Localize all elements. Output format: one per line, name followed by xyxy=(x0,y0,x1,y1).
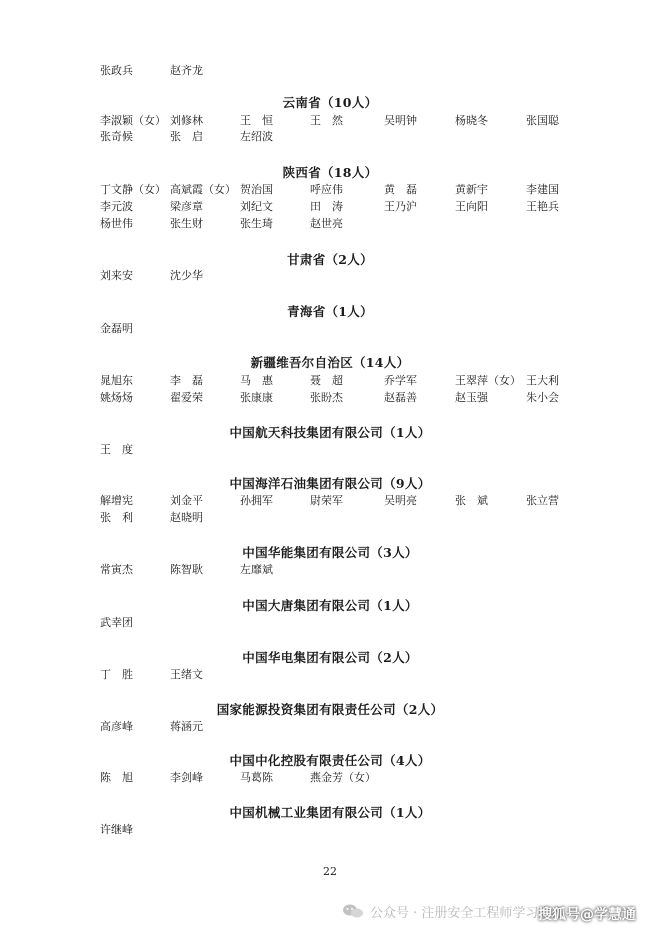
person-name: 陈 旭 xyxy=(100,771,133,784)
person-name: 王大利 xyxy=(526,374,559,387)
wechat-watermark xyxy=(342,900,564,922)
person-name: 杨世伟 xyxy=(100,217,133,230)
person-name: 张生财 xyxy=(170,217,203,230)
person-name: 吴明亮 xyxy=(384,494,417,507)
person-name: 呼应伟 xyxy=(310,183,343,196)
section-heading: 国家能源投资集团有限责任公司（2人） xyxy=(216,702,444,717)
person-name: 吴明钟 xyxy=(384,114,417,127)
person-name: 马 惠 xyxy=(240,374,273,387)
person-name: 李剑峰 xyxy=(170,771,203,784)
section-heading: 新疆维吾尔自治区（14人） xyxy=(250,355,410,370)
person-name: 李 磊 xyxy=(170,374,203,387)
person-name: 马葛陈 xyxy=(240,771,273,784)
person-name: 许继峰 xyxy=(100,823,133,836)
person-name: 翟爱荣 xyxy=(170,391,203,404)
person-name: 武幸团 xyxy=(100,616,133,629)
section-heading: 中国海洋石油集团有限公司（9人） xyxy=(229,476,431,491)
person-name: 姚炀炀 xyxy=(100,391,133,404)
person-name: 常寅杰 xyxy=(100,563,133,576)
section-heading: 中国华能集团有限公司（3人） xyxy=(242,545,418,560)
person-name: 王 度 xyxy=(100,443,133,456)
person-name: 张康康 xyxy=(240,391,273,404)
watermark-text: 公众号 · 注册安全工程师学习中心 xyxy=(370,905,565,921)
person-name: 李元波 xyxy=(100,200,133,213)
person-name: 王向阳 xyxy=(455,200,488,213)
person-name: 蒋涵元 xyxy=(170,720,203,733)
person-name: 黄 磊 xyxy=(384,183,417,196)
person-name: 晁旭东 xyxy=(100,374,133,387)
person-name: 陈智耿 xyxy=(170,563,203,576)
person-name: 黄新宇 xyxy=(455,183,488,196)
section-heading: 中国机械工业集团有限公司（1人） xyxy=(229,805,431,820)
person-name: 燕金芳（女） xyxy=(310,771,376,784)
person-name: 张立营 xyxy=(526,494,559,507)
person-name: 赵世亮 xyxy=(310,217,343,230)
person-name: 孙拥军 xyxy=(240,494,273,507)
person-name: 李建国 xyxy=(526,183,559,196)
section-heading: 中国大唐集团有限公司（1人） xyxy=(242,598,418,613)
person-name: 田 涛 xyxy=(310,200,343,213)
section-heading: 甘肃省（2人） xyxy=(287,252,373,267)
person-name: 朱小会 xyxy=(526,391,559,404)
person-name: 丁 胜 xyxy=(100,668,133,681)
section-heading: 中国华电集团有限公司（2人） xyxy=(242,650,418,665)
person-name: 赵磊善 xyxy=(384,391,417,404)
person-name: 张政兵 xyxy=(100,64,133,77)
person-name: 解增宪 xyxy=(100,494,133,507)
person-name: 高彦峰 xyxy=(100,720,133,733)
person-name: 刘纪文 xyxy=(240,200,273,213)
person-name: 乔学军 xyxy=(384,374,417,387)
person-name: 赵齐龙 xyxy=(170,64,203,77)
person-name: 张 启 xyxy=(170,130,203,143)
person-name: 聂 超 xyxy=(310,374,343,387)
section-heading: 中国中化控股有限责任公司（4人） xyxy=(229,753,431,768)
person-name: 王 然 xyxy=(310,114,343,127)
sohu-watermark: 搜狐号@学慧通 xyxy=(538,907,636,923)
person-name: 金磊明 xyxy=(100,322,133,335)
person-name: 张盼杰 xyxy=(310,391,343,404)
wechat-icon xyxy=(342,903,364,919)
person-name: 李淑颖（女） xyxy=(100,114,166,127)
person-name: 贺治国 xyxy=(240,183,273,196)
person-name: 梁彦章 xyxy=(170,200,203,213)
person-name: 张奇候 xyxy=(100,130,133,143)
person-name: 杨晓冬 xyxy=(455,114,488,127)
person-name: 刘金平 xyxy=(170,494,203,507)
person-name: 左靡斌 xyxy=(240,563,273,576)
person-name: 张生琦 xyxy=(240,217,273,230)
page-number: 22 xyxy=(323,865,337,878)
person-name: 赵玉强 xyxy=(455,391,488,404)
person-name: 张 利 xyxy=(100,511,133,524)
person-name: 刘修林 xyxy=(170,114,203,127)
person-name: 尉荣军 xyxy=(310,494,343,507)
person-name: 张国聪 xyxy=(526,114,559,127)
section-heading: 中国航天科技集团有限公司（1人） xyxy=(229,425,431,440)
person-name: 张 斌 xyxy=(455,494,488,507)
person-name: 王乃沪 xyxy=(384,200,417,213)
person-name: 王绪文 xyxy=(170,668,203,681)
section-heading: 陕西省（18人） xyxy=(282,165,378,180)
person-name: 沈少华 xyxy=(170,269,203,282)
person-name: 高斌霞（女） xyxy=(170,183,236,196)
person-name: 王翠萍（女） xyxy=(455,374,521,387)
person-name: 左绍波 xyxy=(240,130,273,143)
person-name: 王 恒 xyxy=(240,114,273,127)
section-heading: 云南省（10人） xyxy=(282,95,378,110)
person-name: 赵晓明 xyxy=(170,511,203,524)
person-name: 丁文静（女） xyxy=(100,183,166,196)
person-name: 刘来安 xyxy=(100,269,133,282)
person-name: 王艳兵 xyxy=(526,200,559,213)
section-heading: 青海省（1人） xyxy=(287,304,373,319)
